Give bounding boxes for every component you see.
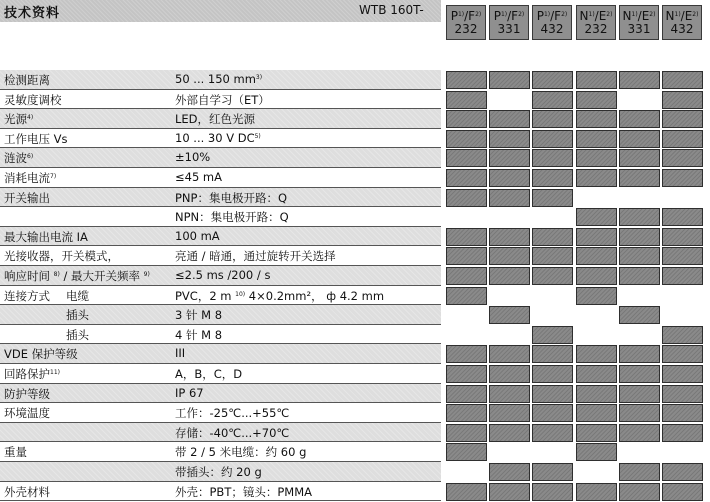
row-value: 带插头：约 20 g [175, 465, 262, 479]
row-divider [0, 500, 441, 501]
footnote-mark: 11) [50, 369, 60, 376]
applicability-cell [532, 365, 573, 383]
applicability-cell [489, 463, 530, 481]
applicability-cell [662, 228, 703, 246]
table-row [0, 286, 441, 305]
applicability-cell [619, 306, 660, 324]
applicability-cell [489, 306, 530, 324]
variant-letter: P [493, 9, 501, 23]
variant-suffix: /F [507, 9, 519, 23]
applicability-cell [489, 110, 530, 128]
applicability-cell [489, 149, 530, 167]
applicability-cell [662, 110, 703, 128]
applicability-cell [446, 443, 487, 461]
applicability-cell [619, 110, 660, 128]
applicability-cell [446, 267, 487, 285]
applicability-cell [489, 189, 530, 207]
row-sublabel: 插头 [66, 327, 89, 342]
row-value: ≤2.5 ms /200 / s [175, 268, 271, 282]
applicability-cell [446, 345, 487, 363]
applicability-cell [446, 110, 487, 128]
applicability-cell [662, 345, 703, 363]
applicability-cell [489, 267, 530, 285]
applicability-cell [662, 463, 703, 481]
applicability-cell [576, 385, 617, 403]
applicability-cell [532, 404, 573, 422]
row-label: 连接方式 [4, 288, 50, 303]
applicability-cell [489, 365, 530, 383]
column-header [576, 5, 616, 40]
column-header [619, 5, 659, 40]
applicability-cell [446, 247, 487, 265]
row-label: 最大输出电流 IA [4, 229, 88, 244]
footnote-mark: 1) [543, 11, 551, 18]
applicability-cell [576, 345, 617, 363]
table-row [0, 168, 441, 187]
row-value: 100 mA [175, 228, 220, 243]
page-title: 技术资料 [4, 6, 61, 21]
footnote-mark: 2) [561, 11, 568, 18]
variant-suffix: /F [464, 9, 476, 23]
applicability-cell [619, 247, 660, 265]
applicability-cell [619, 483, 660, 501]
row-value: IP 67 [175, 385, 204, 400]
footnote-mark: 1) [631, 11, 638, 18]
column-header-code: 331 [497, 22, 521, 36]
row-label: 工作电压 Vs [4, 131, 68, 146]
applicability-cell [489, 247, 530, 265]
footnote-mark: 8) [53, 271, 60, 278]
row-value: A，B，C，D [175, 367, 243, 381]
row-value: 存储：-40℃...+70℃ [175, 425, 290, 440]
row-label: 灵敏度调校 [4, 92, 62, 107]
table-row [0, 90, 441, 109]
footnote-mark: 5) [254, 132, 261, 140]
table-row [0, 129, 441, 148]
variant-letter: N [665, 9, 675, 23]
applicability-cell [576, 424, 617, 442]
applicability-cell [532, 483, 573, 501]
footnote-mark: 1) [674, 11, 681, 18]
applicability-cell [662, 247, 703, 265]
row-value: 亮通 / 暗通，通过旋转开关选择 [175, 249, 336, 264]
row-label: 响应时间 $^{8)}$ / 最大开关频率 $^{9)}$ [4, 269, 150, 283]
table-row [0, 207, 441, 226]
applicability-cell [576, 130, 617, 148]
applicability-cell [662, 208, 703, 226]
row-value: LED，红色光源 [175, 112, 256, 127]
table-row [0, 423, 441, 442]
applicability-cell [619, 267, 660, 285]
applicability-cell [532, 189, 573, 207]
applicability-cell [662, 483, 703, 501]
footnote-mark: 2) [692, 11, 699, 18]
applicability-cell [446, 424, 487, 442]
footnote-mark: 2) [475, 11, 482, 18]
applicability-cell [489, 345, 530, 363]
row-label: 开关输出 [4, 190, 50, 205]
applicability-cell [619, 130, 660, 148]
applicability-cell [662, 326, 703, 344]
applicability-cell [446, 91, 487, 109]
applicability-cell [532, 91, 573, 109]
applicability-cell [619, 169, 660, 187]
applicability-cell [662, 424, 703, 442]
applicability-cell [576, 404, 617, 422]
row-label: 检测距离 [4, 73, 50, 87]
applicability-cell [446, 365, 487, 383]
row-value: NPN：集电极开路：Q [175, 210, 289, 225]
row-label: 防护等级 [4, 386, 50, 401]
applicability-cell [532, 228, 573, 246]
table-row [0, 109, 441, 128]
applicability-cell [532, 110, 573, 128]
table-row [0, 403, 441, 422]
applicability-cell [446, 189, 487, 207]
applicability-cell [532, 385, 573, 403]
applicability-cell [489, 404, 530, 422]
applicability-cell [619, 463, 660, 481]
applicability-cell [619, 345, 660, 363]
footnote-mark: 2) [649, 11, 656, 18]
table-row [0, 148, 441, 167]
applicability-cell [489, 385, 530, 403]
variant-letter: N [579, 9, 589, 23]
applicability-cell [662, 404, 703, 422]
row-sublabel: 电缆 [66, 288, 89, 303]
applicability-cell [532, 267, 573, 285]
column-header [446, 5, 486, 40]
applicability-cell [489, 228, 530, 246]
table-row [0, 325, 441, 344]
applicability-cell [532, 345, 573, 363]
footnote-mark: 6) [27, 153, 34, 161]
table-row [0, 344, 441, 363]
footnote-mark: 1) [500, 11, 508, 18]
applicability-cell [446, 169, 487, 187]
applicability-cell [446, 404, 487, 422]
row-label: 消耗电流$^{7)}$ [4, 171, 57, 185]
variant-suffix: /E [680, 9, 693, 23]
table-row [0, 462, 441, 481]
row-value: 10 ... 30 V DC$^{5)}$ [175, 130, 261, 145]
applicability-cell [576, 110, 617, 128]
row-label: 外壳材料 [4, 484, 50, 499]
variant-suffix: /E [594, 9, 607, 23]
applicability-cell [446, 287, 487, 305]
row-value: 带 2 / 5 米电缆：约 60 g [175, 445, 307, 460]
column-header [532, 5, 572, 40]
row-value: ±10% [175, 150, 211, 165]
applicability-cell [662, 130, 703, 148]
table-row [0, 188, 441, 207]
applicability-cell [532, 326, 573, 344]
applicability-cell [576, 228, 617, 246]
column-header-variant [577, 8, 615, 23]
column-header [662, 5, 702, 40]
table-row [0, 384, 441, 403]
applicability-cell [532, 169, 573, 187]
table-row [0, 482, 441, 501]
variant-letter: N [622, 9, 632, 23]
applicability-cell [532, 71, 573, 89]
row-label: 重量 [4, 445, 27, 460]
table-row [0, 70, 441, 89]
row-value: PNP：集电极开路：Q [175, 190, 288, 205]
applicability-cell [619, 424, 660, 442]
header-band [0, 0, 441, 22]
table-row [0, 266, 441, 285]
row-value: 工作：-25℃...+55℃ [175, 406, 290, 421]
row-value: 50 ... 150 $mm^{3)}$ [175, 72, 263, 86]
table-row [0, 227, 441, 246]
row-value: III [175, 346, 186, 361]
footnote-mark: 1) [588, 11, 595, 18]
applicability-cell [446, 130, 487, 148]
applicability-cell [619, 149, 660, 167]
applicability-cell [576, 365, 617, 383]
row-label: 光接收器，开关模式， [4, 249, 119, 264]
applicability-cell [489, 483, 530, 501]
footnote-mark: 3) [255, 74, 263, 81]
applicability-cell [446, 483, 487, 501]
row-label: 回路保护$^{11)}$ [4, 367, 60, 381]
footnote-mark: 10) [235, 290, 246, 298]
applicability-cell [532, 130, 573, 148]
applicability-cell [662, 91, 703, 109]
table-row [0, 246, 441, 265]
applicability-cell [576, 483, 617, 501]
column-header-variant [490, 8, 528, 23]
column-header-variant [447, 8, 485, 23]
column-header-variant [663, 8, 701, 23]
applicability-cell [489, 71, 530, 89]
applicability-cell [662, 169, 703, 187]
column-header-code: 432 [540, 22, 564, 36]
applicability-cell [662, 267, 703, 285]
row-label: 环境温度 [4, 406, 50, 421]
column-header-code: 232 [584, 22, 608, 36]
applicability-cell [576, 267, 617, 285]
row-value: ≤45 mA [175, 170, 222, 184]
model-name: WTB 160T- [359, 3, 424, 17]
row-value: 4 针 M 8 [175, 327, 223, 342]
variant-suffix: /E [637, 9, 650, 23]
applicability-cell [662, 385, 703, 403]
column-header-code: 331 [627, 22, 651, 36]
applicability-cell [576, 149, 617, 167]
row-label: 涟波$^{6)}$ [4, 151, 34, 166]
variant-letter: P [450, 9, 458, 23]
table-row [0, 305, 441, 324]
applicability-cell [489, 130, 530, 148]
column-header-variant [620, 8, 658, 23]
footnote-mark: 7) [50, 173, 57, 180]
footnote-mark: 4) [27, 114, 34, 122]
column-header-code: 432 [670, 22, 694, 36]
row-label: 光源$^{4)}$ [4, 112, 34, 127]
applicability-cell [619, 208, 660, 226]
applicability-cell [619, 404, 660, 422]
column-header-code: 232 [454, 22, 478, 36]
applicability-cell [662, 149, 703, 167]
variant-letter: P [536, 9, 544, 23]
applicability-cell [576, 443, 617, 461]
applicability-cell [532, 149, 573, 167]
row-value: PVC，2 m $^{10)}$ 4×0.2mm²， ф 4.2 mm [175, 288, 385, 303]
applicability-cell [489, 169, 530, 187]
table-row [0, 364, 441, 383]
applicability-cell [576, 208, 617, 226]
row-sublabel: 插头 [66, 308, 89, 323]
applicability-cell [576, 287, 617, 305]
applicability-cell [446, 149, 487, 167]
row-label: VDE 保护等级 [4, 347, 78, 362]
applicability-cell [619, 385, 660, 403]
applicability-cell [662, 365, 703, 383]
applicability-cell [576, 91, 617, 109]
table-row [0, 442, 441, 461]
applicability-cell [619, 71, 660, 89]
footnote-mark: 1) [457, 11, 465, 18]
column-header [489, 5, 529, 40]
footnote-mark: 9) [143, 271, 150, 278]
applicability-cell [662, 71, 703, 89]
applicability-cell [532, 247, 573, 265]
applicability-cell [446, 71, 487, 89]
applicability-cell [532, 463, 573, 481]
applicability-cell [576, 169, 617, 187]
row-value: 外部自学习（ET） [175, 92, 270, 107]
applicability-cell [446, 385, 487, 403]
applicability-cell [576, 71, 617, 89]
column-header-variant [533, 8, 571, 23]
row-value: 3 针 M 8 [175, 308, 223, 323]
footnote-mark: 2) [518, 11, 525, 18]
applicability-cell [619, 228, 660, 246]
applicability-cell [576, 247, 617, 265]
row-value: 外壳：PBT；镜头：PMMA [175, 484, 312, 499]
variant-suffix: /F [550, 9, 562, 23]
applicability-cell [446, 228, 487, 246]
footnote-mark: 2) [606, 11, 613, 18]
applicability-cell [619, 365, 660, 383]
applicability-cell [532, 424, 573, 442]
applicability-cell [489, 424, 530, 442]
